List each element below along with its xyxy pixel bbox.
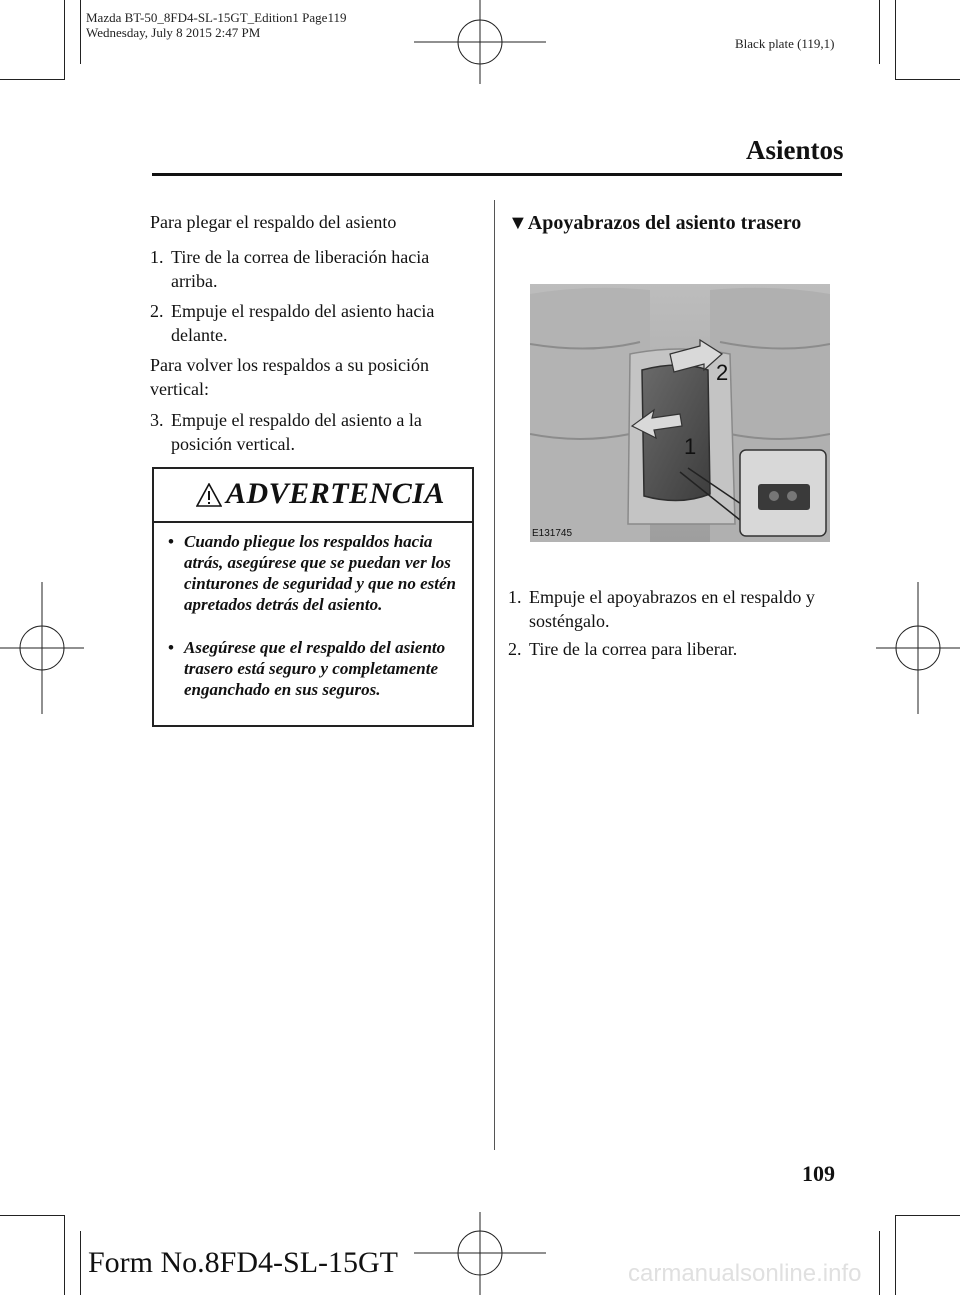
crop-mark	[80, 0, 81, 64]
print-header-line1: Mazda BT-50_8FD4-SL-15GT_Edition1 Page119	[86, 10, 347, 25]
step-number: 2.	[508, 639, 522, 659]
step-text: Empuje el respaldo del asiento a la posición vertical.	[171, 410, 422, 454]
warning-bullet-text: Cuando pliegue los respaldos hacia atrás, asegúrese que se puedan ver los cinturones de seguridad y que no estén apretados detrás del asiento.	[184, 532, 457, 614]
step-item	[508, 585, 853, 633]
heading-marker-icon: ▼	[508, 212, 528, 234]
intro-text: Para plegar el respaldo del asiento	[150, 212, 397, 232]
section-title: Asientos	[746, 135, 844, 165]
warning-box	[152, 467, 474, 727]
figure-code: E131745	[532, 528, 573, 539]
section-rule	[152, 173, 842, 176]
step-text: Empuje el apoyabrazos en el respaldo y sosténgalo.	[529, 587, 815, 631]
callout-1: 1	[684, 434, 697, 459]
registration-mark-right	[876, 582, 960, 714]
crop-mark	[896, 79, 960, 80]
print-header	[86, 10, 346, 40]
return-text: Para volver los respaldos a su posición vertical:	[150, 355, 429, 399]
crop-mark	[879, 1231, 880, 1295]
armrest-figure	[530, 284, 830, 542]
step-text: Tire de la correa de liberación hacia arriba.	[171, 247, 430, 291]
registration-mark-bottom	[414, 1212, 546, 1295]
form-number: Form No.8FD4-SL-15GT	[88, 1246, 399, 1279]
crop-mark	[896, 1215, 960, 1216]
step-number: 2.	[150, 301, 164, 321]
crop-mark	[0, 79, 64, 80]
step-number: 1.	[150, 247, 164, 267]
warning-bullet	[168, 531, 468, 641]
step-item	[150, 408, 480, 456]
warning-title: ADVERTENCIA	[226, 477, 445, 510]
warning-bullet	[168, 637, 468, 721]
column-divider	[494, 200, 495, 1150]
crop-mark	[879, 0, 880, 64]
step-text: Tire de la correa para liberar.	[529, 639, 738, 659]
warning-header	[154, 469, 472, 523]
step-number: 1.	[508, 587, 522, 607]
plate-label: Black plate (119,1)	[735, 36, 835, 51]
step-item	[150, 245, 480, 293]
step-number: 3.	[150, 410, 164, 430]
crop-mark	[895, 0, 896, 80]
subsection-heading	[508, 212, 801, 235]
warning-bullet-text: Asegúrese que el respaldo del asiento trasero está seguro y completamente enganchado en sus seguros.	[184, 638, 446, 699]
print-header-line2: Wednesday, July 8 2015 2:47 PM	[86, 25, 261, 40]
subsection-heading-text: Apoyabrazos del asiento trasero	[527, 212, 802, 234]
bullet-dot-icon: •	[168, 638, 174, 657]
bullet-dot-icon: •	[168, 532, 174, 551]
watermark: carmanualsonline.info	[628, 1260, 862, 1287]
step-item	[150, 299, 480, 347]
crop-mark	[64, 0, 65, 80]
crop-mark	[0, 1215, 64, 1216]
step-text: Empuje el respaldo del asiento hacia delante.	[171, 301, 435, 345]
crop-mark	[895, 1215, 896, 1295]
crop-mark	[64, 1215, 65, 1295]
crop-mark	[80, 1231, 81, 1295]
page-number: 109	[802, 1161, 835, 1186]
callout-2: 2	[716, 360, 729, 385]
warning-triangle-icon	[196, 483, 222, 507]
registration-mark-top	[414, 0, 546, 84]
step-item	[508, 637, 853, 663]
armrest-illustration	[530, 284, 830, 542]
registration-mark-left	[0, 582, 84, 714]
